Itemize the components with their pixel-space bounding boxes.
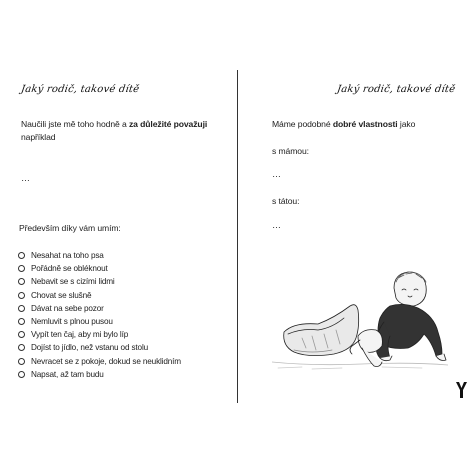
checkbox-circle-icon[interactable] [18, 331, 25, 338]
checkbox-circle-icon[interactable] [18, 371, 25, 378]
right-intro-bold: dobré vlastnosti [332, 119, 398, 129]
father-ellipsis: … [272, 220, 282, 230]
checkbox-circle-icon[interactable] [18, 265, 25, 272]
checklist-item[interactable] [18, 302, 181, 315]
right-intro [272, 118, 415, 131]
checklist-item[interactable] [18, 368, 181, 381]
checklist-item[interactable] [18, 275, 181, 288]
right-page-title: Jaký rodič, takové dítě [336, 84, 456, 95]
checklist-item-label: Nebavit se s cizími lidmi [31, 277, 115, 287]
checkbox-circle-icon[interactable] [18, 252, 25, 259]
left-page-title: Jaký rodič, takové dítě [20, 84, 140, 95]
checklist-item-label: Vypít ten čaj, aby mi bylo líp [31, 330, 129, 340]
child-with-potty-drawing [272, 266, 448, 378]
left-intro-prefix: Naučili jste mě toho hodně a [21, 119, 129, 129]
checkbox-circle-icon[interactable] [18, 278, 25, 285]
mother-label: s mámou: [272, 146, 309, 156]
checklist-item-label: Dojíst to jídlo, než vstanu od stolu [31, 343, 149, 353]
right-intro-prefix: Máme podobné [272, 119, 333, 129]
checklist-item-label: Napsat, až tam budu [31, 369, 104, 379]
checklist-item[interactable] [18, 289, 181, 302]
left-intro-line1 [21, 118, 207, 131]
left-intro-line2: například [21, 132, 56, 142]
checkbox-circle-icon[interactable] [18, 358, 25, 365]
publisher-logo [455, 381, 468, 399]
left-page [0, 0, 237, 475]
mother-ellipsis: … [272, 169, 282, 179]
right-intro-suffix: jako [397, 119, 416, 129]
left-intro-bold: za důležité považuji [128, 119, 208, 129]
left-ellipsis: … [21, 173, 31, 183]
checklist-item[interactable] [18, 315, 181, 328]
father-label: s tátou: [272, 196, 300, 206]
checklist-item-label: Dávat na sebe pozor [31, 303, 104, 313]
checklist-item[interactable] [18, 328, 181, 341]
checklist-item-label: Nevracet se z pokoje, dokud se neuklidním [31, 356, 181, 366]
checkbox-circle-icon[interactable] [18, 318, 25, 325]
checklist-item-label: Pořádně se obléknout [31, 264, 108, 274]
checklist-item-label: Nesahat na toho psa [31, 251, 104, 261]
checkbox-circle-icon[interactable] [18, 292, 25, 299]
checklist-item[interactable] [18, 262, 181, 275]
checklist-item[interactable] [18, 249, 181, 262]
list-heading: Především díky vám umím: [19, 223, 121, 233]
checklist [18, 249, 181, 381]
checklist-item[interactable] [18, 355, 181, 368]
checkbox-circle-icon[interactable] [18, 305, 25, 312]
checkbox-circle-icon[interactable] [18, 344, 25, 351]
checklist-item-label: Chovat se slušně [31, 290, 92, 300]
right-page [238, 0, 475, 475]
checklist-item[interactable] [18, 341, 181, 354]
checklist-item-label: Nemluvit s plnou pusou [31, 317, 113, 327]
